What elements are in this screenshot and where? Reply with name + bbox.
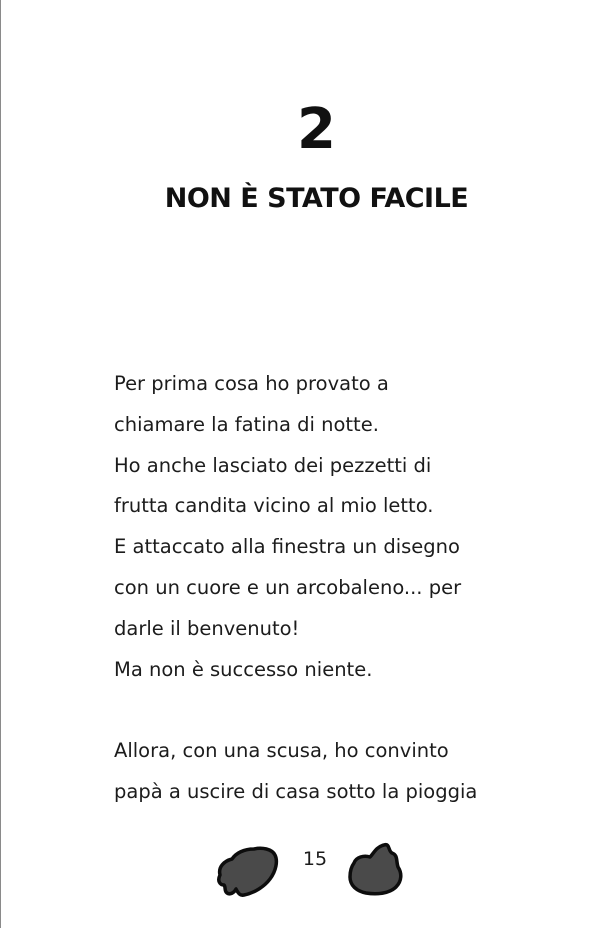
body-line: Ho anche lasciato dei pezzetti di — [114, 453, 432, 477]
body-line: Ma non è successo niente. — [114, 657, 373, 681]
chapter-number: 2 — [297, 97, 336, 162]
body-line: chiamare la fatina di notte. — [114, 412, 379, 436]
body-line: frutta candita vicino al mio letto. — [114, 494, 434, 518]
body-line: darle il benvenuto! — [114, 616, 300, 640]
page-number: 15 — [302, 848, 328, 870]
body-line: E attaccato alla finestra un disegno — [114, 535, 460, 559]
page-footer — [0, 838, 605, 898]
body-line: Per prima cosa ho provato a — [114, 372, 389, 395]
body-text — [114, 364, 554, 813]
dark-blob-icon — [346, 841, 404, 897]
paragraph-break — [114, 690, 554, 731]
body-line: con un cuore e un arcobaleno... per — [114, 575, 462, 599]
body-line: Allora, con una scusa, ho convinto — [114, 739, 449, 763]
dark-blob-icon — [214, 843, 280, 897]
chapter-title: NON È STATO FACILE — [164, 183, 469, 214]
body-line: papà a uscire di casa sotto la pioggia — [114, 779, 478, 803]
